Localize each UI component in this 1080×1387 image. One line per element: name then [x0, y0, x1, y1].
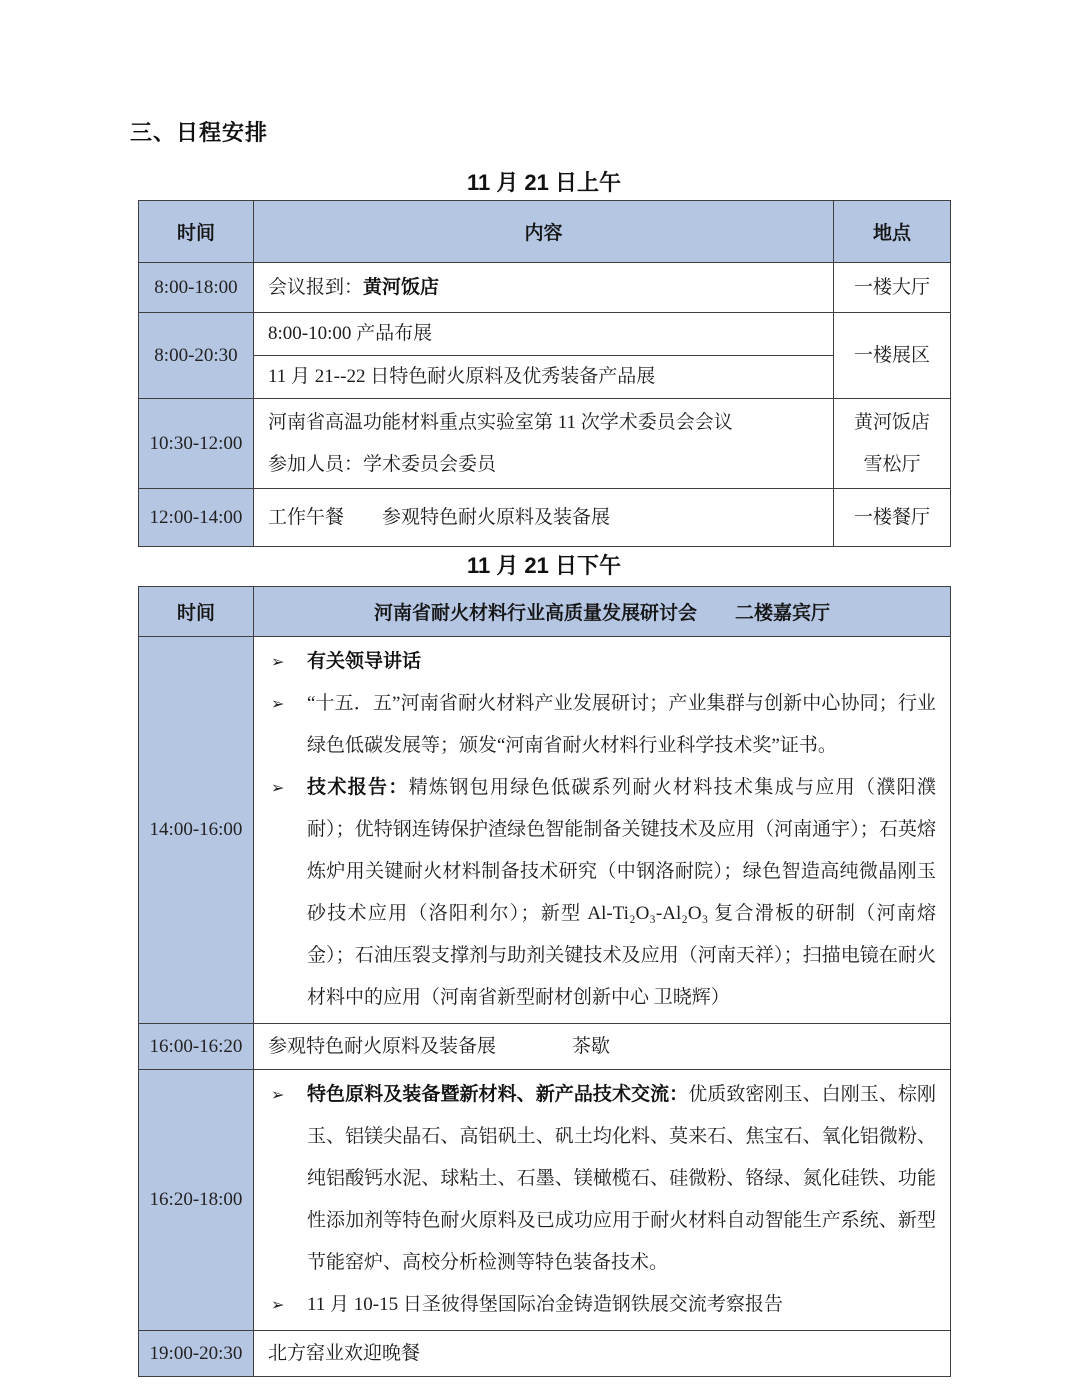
- location-line: 雪松厅: [863, 453, 921, 475]
- location-line: 黄河饭店: [853, 411, 930, 433]
- content-cell: [254, 1070, 951, 1331]
- location-cell: 一楼展区: [834, 313, 951, 399]
- bullet-text: 精炼钢包用绿色低碳系列耐火材料技术集成与应用（濮阳濮耐）；优特钢连铸保护渣绿色智能制备关键技术及应用（河南通宇）；石英熔炼炉用关键耐火材料制备技术研究（中钢洛耐院）；绿色智造高纯微晶刚玉砂技术应用（洛阳利尔）；新型 Al-Ti₂O₃-Al₂O₃ 复合滑板的研制（河南熔金）；石油压裂支撑剂与助剂关键技术及应用（河南天祥）；扫描电镜在耐火材料中的应用（河南省新型耐材创新中心 卫晓辉）: [307, 777, 936, 1008]
- table-row: [139, 489, 951, 547]
- time-cell: 19:00-20:30: [139, 1331, 254, 1377]
- content-cell: 参观特色耐火原料及装备展 茶歇: [254, 1024, 951, 1070]
- page-title: 三、日程安排: [130, 120, 269, 145]
- bullet-item: [271, 641, 936, 683]
- column-header-content: 内容: [254, 201, 834, 263]
- table-row: [139, 356, 951, 399]
- bullet-text: 11 月 10-15 日圣彼得堡国际冶金铸造钢铁展交流考察报告: [307, 1294, 783, 1315]
- table-row: [139, 1070, 951, 1331]
- bullet-item: [271, 1074, 936, 1284]
- table-row: [139, 637, 951, 1024]
- arrow-bullet-icon: ➢: [271, 778, 285, 797]
- bullet-item: [271, 683, 936, 767]
- morning-section-title: 11 月 21 日上午: [466, 170, 622, 195]
- bullet-item: [271, 1284, 936, 1326]
- time-cell: 16:20-18:00: [139, 1070, 254, 1331]
- content-cell: 北方窑业欢迎晚餐: [254, 1331, 951, 1377]
- column-header-time: 时间: [139, 201, 254, 263]
- content-cell: 11 月 21--22 日特色耐火原料及优秀装备产品展: [254, 356, 834, 399]
- location-cell: 一楼餐厅: [834, 489, 951, 547]
- table-row: [139, 1024, 951, 1070]
- content-cell: 工作午餐 参观特色耐火原料及装备展: [254, 489, 834, 547]
- time-cell: 8:00-20:30: [139, 313, 254, 399]
- table-row: [139, 263, 951, 313]
- bullet-text: “十五．五”河南省耐火材料产业发展研讨；产业集群与创新中心协同；行业绿色低碳发展等；颁发“河南省耐火材料行业科学技术奖”证书。: [307, 693, 936, 756]
- bullet-item: [271, 767, 936, 1019]
- bullet-text: 优质致密刚玉、白刚玉、棕刚玉、铝镁尖晶石、高铝矾土、矾土均化料、莫来石、焦宝石、氧化铝微粉、纯铝酸钙水泥、球粘土、石墨、镁橄榄石、硅微粉、铬绿、氮化硅铁、功能性添加剂等特色耐火原料及已成功应用于耐火材料自动智能生产系统、新型节能窑炉、高校分析检测等特色装备技术。: [307, 1084, 936, 1273]
- arrow-bullet-icon: ➢: [271, 1085, 285, 1104]
- column-header-time: 时间: [139, 587, 254, 637]
- time-cell: 8:00-18:00: [139, 263, 254, 313]
- content-cell: [254, 263, 834, 313]
- morning-schedule-table: [138, 200, 951, 547]
- session-header: 河南省耐火材料行业高质量发展研讨会 二楼嘉宾厅: [254, 587, 951, 637]
- time-cell: 16:00-16:20: [139, 1024, 254, 1070]
- content-cell: [254, 637, 951, 1024]
- content-text: 会议报到：: [268, 276, 364, 298]
- table-row: [139, 313, 951, 356]
- column-header-location: 地点: [834, 201, 951, 263]
- bullet-text-bold: 技术报告：: [307, 777, 409, 798]
- arrow-bullet-icon: ➢: [271, 652, 285, 671]
- arrow-bullet-icon: ➢: [271, 694, 285, 713]
- table-row: [139, 1331, 951, 1377]
- afternoon-section-title: 11 月 21 日下午: [466, 553, 622, 578]
- time-cell: 12:00-14:00: [139, 489, 254, 547]
- arrow-bullet-icon: ➢: [271, 1295, 285, 1314]
- content-cell: [254, 399, 834, 489]
- bullet-text-bold: 特色原料及装备暨新材料、新产品技术交流：: [307, 1084, 689, 1105]
- content-cell: 8:00-10:00 产品布展: [254, 313, 834, 356]
- content-text-bold: 黄河饭店: [363, 276, 440, 298]
- table-row: [139, 399, 951, 489]
- time-cell: 14:00-16:00: [139, 637, 254, 1024]
- bullet-text-bold: 有关领导讲话: [307, 651, 422, 672]
- location-cell: [834, 399, 951, 489]
- location-cell: 一楼大厅: [834, 263, 951, 313]
- afternoon-schedule-table: [138, 586, 951, 1377]
- content-line: 河南省高温功能材料重点实验室第 11 次学术委员会会议: [268, 411, 733, 433]
- time-cell: 10:30-12:00: [139, 399, 254, 489]
- content-line: 参加人员：学术委员会委员: [268, 453, 497, 475]
